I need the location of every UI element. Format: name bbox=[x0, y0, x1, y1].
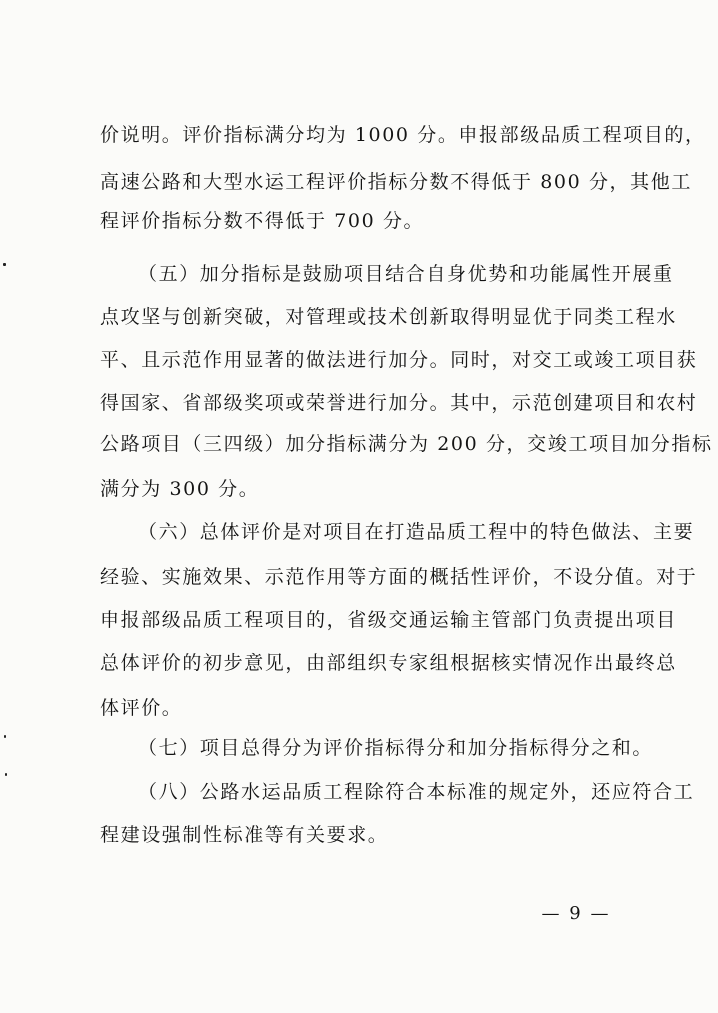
text-line: 公路项目（三四级）加分指标满分为 200 分，交竣工项目加分指标 bbox=[100, 433, 713, 455]
text-line: 程评价指标分数不得低于 700 分。 bbox=[100, 210, 425, 232]
text-line: 程建设强制性标准等有关要求。 bbox=[100, 824, 389, 846]
text-line: 总体评价的初步意见，由部组织专家组根据核实情况作出最终总 bbox=[100, 652, 677, 674]
paragraph-6-start: （六）总体评价是对项目在打造品质工程中的特色做法、主要 bbox=[138, 521, 695, 543]
paragraph-5-start: （五）加分指标是鼓励项目结合自身优势和功能属性开展重 bbox=[138, 263, 674, 285]
text-line: 满分为 300 分。 bbox=[100, 478, 260, 500]
margin-mark bbox=[5, 773, 7, 776]
text-line: 体评价。 bbox=[100, 697, 183, 719]
page-number: — 9 — bbox=[541, 903, 611, 924]
text-line: 点攻坚与创新突破，对管理或技术创新取得明显优于同类工程水 bbox=[100, 306, 677, 328]
paragraph-8-start: （八）公路水运品质工程除符合本标准的规定外，还应符合工 bbox=[138, 781, 695, 803]
text-line: 申报部级品质工程项目的，省级交通运输主管部门负责提出项目 bbox=[100, 609, 677, 631]
text-line: 经验、实施效果、示范作用等方面的概括性评价，不设分值。对于 bbox=[100, 566, 698, 588]
text-line: 平、且示范作用显著的做法进行加分。同时，对交工或竣工项目获 bbox=[100, 349, 698, 371]
text-line: 得国家、省部级奖项或荣誉进行加分。其中，示范创建项目和农村 bbox=[100, 392, 698, 414]
margin-mark bbox=[3, 263, 6, 266]
text-line: 价说明。评价指标满分均为 1000 分。申报部级品质工程项目的， bbox=[100, 124, 706, 146]
margin-mark bbox=[4, 735, 6, 738]
text-line: 高速公路和大型水运工程评价指标分数不得低于 800 分，其他工 bbox=[100, 171, 692, 193]
paragraph-7: （七）项目总得分为评价指标得分和加分指标得分之和。 bbox=[138, 737, 654, 759]
